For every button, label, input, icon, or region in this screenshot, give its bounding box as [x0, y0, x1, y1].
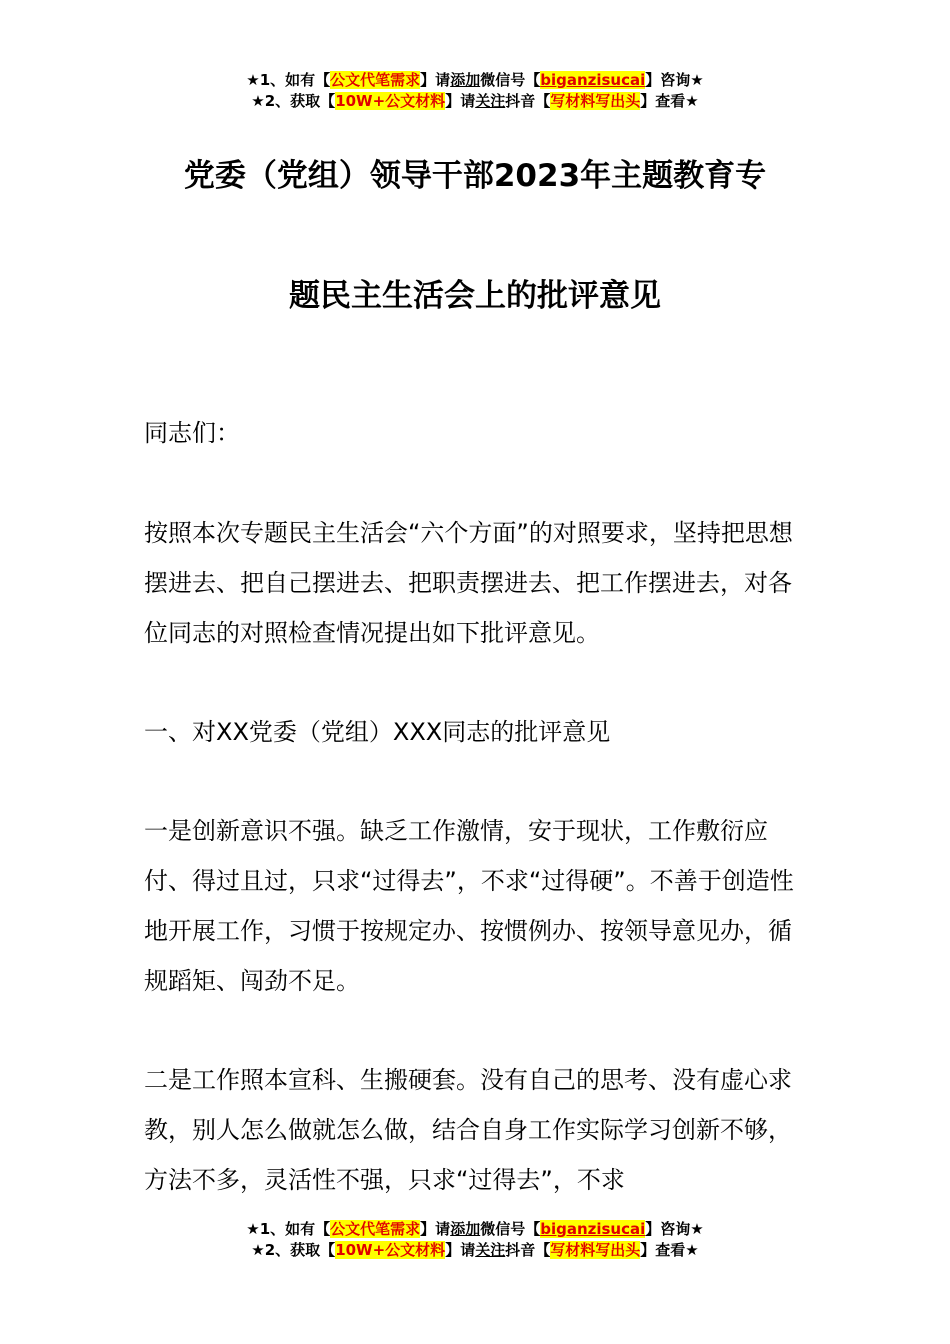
promo-underline-text: 添加: [450, 71, 481, 89]
promo-underline-text: 添加: [450, 1220, 481, 1238]
promo-text: 】咨询★: [645, 71, 704, 89]
intro-paragraph: 按照本次专题民主生活会“六个方面”的对照要求，坚持把思想摆进去、把自己摆进去、把职责摆进去、把工作摆进去，对各位同志的对照检查情况提出如下批评意见。: [144, 519, 793, 647]
promo-text: 微信号【: [480, 71, 541, 89]
promo-text: 】查看★: [640, 1241, 699, 1259]
promo-text: ★2、获取【: [251, 1241, 336, 1259]
promo-text: 】请: [445, 1241, 476, 1259]
promo-text: ★1、如有【: [246, 71, 331, 89]
promo-text: 】请: [420, 1220, 451, 1238]
promo-text: 微信号【: [480, 1220, 541, 1238]
promo-text: 】请: [420, 71, 451, 89]
promo-text: 】查看★: [640, 92, 699, 110]
promo-line-2: [0, 1240, 950, 1261]
promo-line-2: [0, 91, 950, 112]
document-title-line-2: 题民主生活会上的批评意见: [289, 278, 661, 314]
promo-text: 抖音【: [505, 92, 551, 110]
section-heading-1: 一、对XX党委（党组）XXX同志的批评意见: [144, 718, 611, 746]
wechat-id-link[interactable]: biganzisucai: [540, 71, 646, 89]
promo-text: 抖音【: [505, 1241, 551, 1259]
promo-text: ★2、获取【: [251, 92, 336, 110]
promo-underline-text: 关注: [475, 1241, 506, 1259]
promo-text: 】咨询★: [645, 1220, 704, 1238]
promo-line-1: [0, 1219, 950, 1240]
promo-text: 】请: [445, 92, 476, 110]
wechat-id-link[interactable]: biganzisucai: [540, 1220, 646, 1238]
promo-highlight: 公文代笔需求: [330, 71, 421, 89]
point-one-paragraph: 一是创新意识不强。缺乏工作激情，安于现状，工作敷衍应付、得过且过，只求“过得去”，不求“过得硬”。不善于创造性地开展工作，习惯于按规定办、按惯例办、按领导意见办，循规蹈矩、闯劲不足。: [144, 817, 794, 995]
promo-highlight: 写材料写出头: [550, 92, 641, 110]
promo-banner-top: [0, 70, 950, 112]
promo-highlight: 10W+公文材料: [335, 1241, 446, 1259]
promo-highlight: 写材料写出头: [550, 1241, 641, 1259]
promo-highlight: 10W+公文材料: [335, 92, 446, 110]
point-two-paragraph: 二是工作照本宣科、生搬硬套。没有自己的思考、没有虚心求教，别人怎么做就怎么做，结合自身工作实际学习创新不够，方法不多，灵活性不强，只求“过得去”，不求: [144, 1066, 792, 1194]
promo-text: ★1、如有【: [246, 1220, 331, 1238]
document-title-line-1: 党委（党组）领导干部2023年主题教育专: [183, 158, 767, 194]
promo-highlight: 公文代笔需求: [330, 1220, 421, 1238]
promo-banner-bottom: [0, 1219, 950, 1261]
promo-underline-text: 关注: [475, 92, 506, 110]
greeting: 同志们：: [144, 419, 240, 447]
promo-line-1: [0, 70, 950, 91]
